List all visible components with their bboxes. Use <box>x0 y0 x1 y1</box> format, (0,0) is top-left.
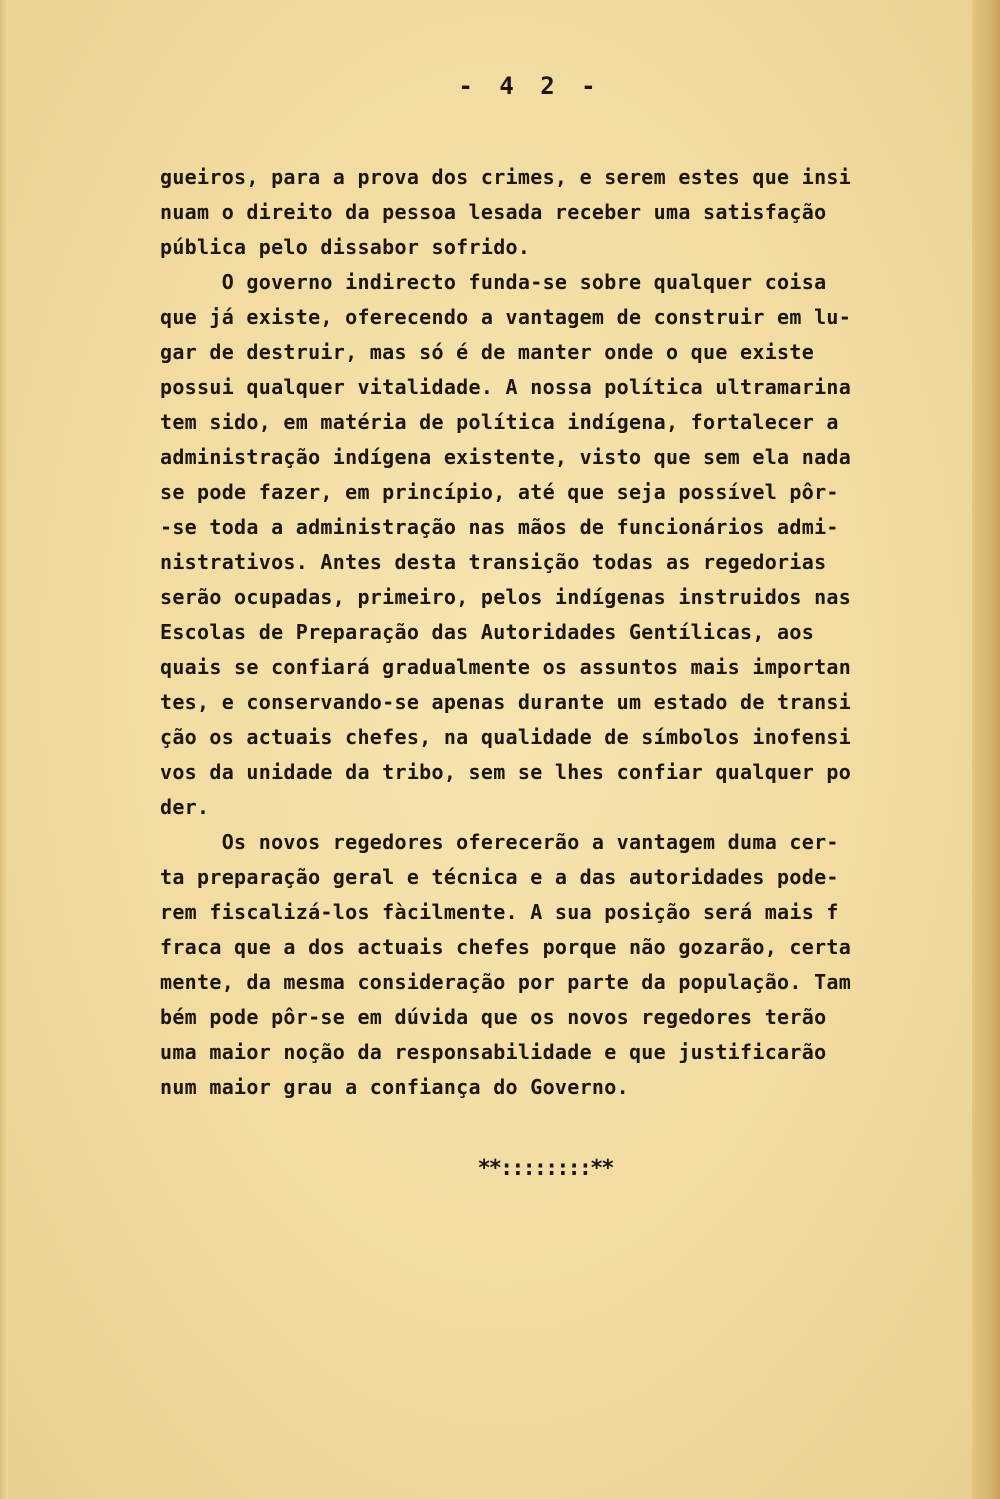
text-line: que já existe, oferecendo a vantagem de construir em lu- <box>160 305 852 329</box>
text-line: num maior grau a confiança do Governo. <box>160 1075 629 1099</box>
text-line: possui qualquer vitalidade. A nossa política ultramarina <box>160 375 852 399</box>
body-text <box>160 160 950 1105</box>
text-line: uma maior noção da responsabilidade e que justificarão <box>160 1040 827 1064</box>
text-line: mente, da mesma consideração por parte da população. Tam <box>160 970 852 994</box>
text-line: -se toda a administração nas mãos de funcionários admi- <box>160 515 839 539</box>
text-line: der. <box>160 795 210 819</box>
text-line: tem sido, em matéria de política indígena, fortalecer a <box>160 410 839 434</box>
page-left-edge <box>0 0 8 1499</box>
text-line: pública pelo dissabor sofrido. <box>160 235 531 259</box>
page-number: - 4 2 - <box>458 72 602 100</box>
text-line: vos da unidade da tribo, sem se lhes confiar qualquer po <box>160 760 852 784</box>
text-line: gueiros, para a prova dos crimes, e serem estes que insi <box>160 165 852 189</box>
text-line: quais se confiará gradualmente os assuntos mais importan <box>160 655 852 679</box>
text-line: serão ocupadas, primeiro, pelos indígenas instruidos nas <box>160 585 852 609</box>
page-right-edge <box>972 0 1000 1499</box>
text-line: ção os actuais chefes, na qualidade de símbolos inofensi <box>160 725 852 749</box>
text-line: administração indígena existente, visto que sem ela nada <box>160 445 852 469</box>
text-line: nistrativos. Antes desta transição todas as regedorias <box>160 550 827 574</box>
text-line: gar de destruir, mas só é de manter onde o que existe <box>160 340 815 364</box>
text-line: se pode fazer, em princípio, até que seja possível pôr- <box>160 480 839 504</box>
text-line: O governo indirecto funda-se sobre qualquer coisa <box>160 270 827 294</box>
text-line: bém pode pôr-se em dúvida que os novos regedores terão <box>160 1005 827 1029</box>
text-line: ta preparação geral e técnica e a das autoridades pode- <box>160 865 839 889</box>
text-line: Os novos regedores oferecerão a vantagem duma cer- <box>160 830 839 854</box>
text-line: rem fiscalizá-los fàcilmente. A sua posição será mais f <box>160 900 839 924</box>
text-line: tes, e conservando-se apenas durante um estado de transi <box>160 690 852 714</box>
text-line: fraca que a dos actuais chefes porque não gozarão, certa <box>160 935 852 959</box>
text-line: nuam o direito da pessoa lesada receber uma satisfação <box>160 200 827 224</box>
text-line: Escolas de Preparação das Autoridades Gentílicas, aos <box>160 620 815 644</box>
end-separator-ornament: **::::::::** <box>477 1156 613 1181</box>
